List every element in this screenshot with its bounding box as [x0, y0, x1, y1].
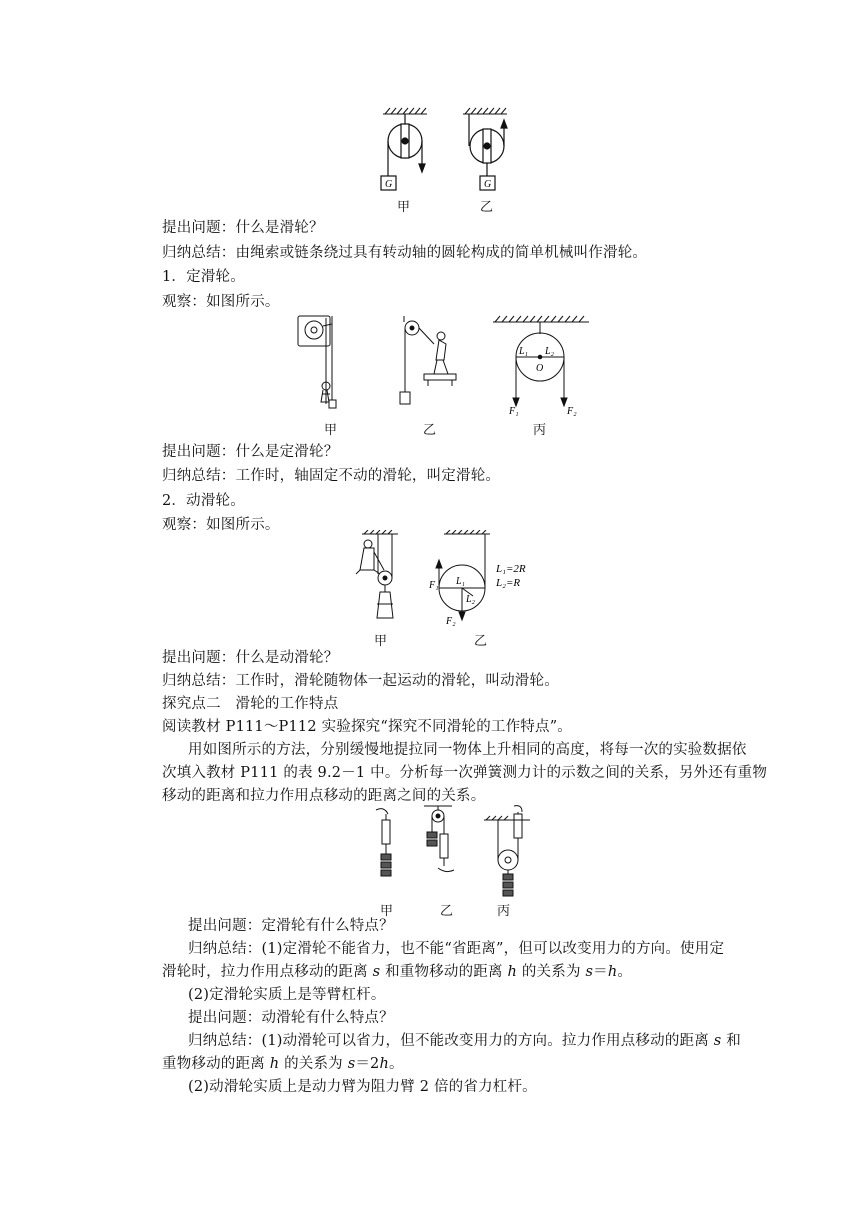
question-pulley: 提出问题：什么是滑轮？ — [162, 220, 324, 236]
summary-fixed-1: 归纳总结：(1)定滑轮不能省力，也不能“省距离”，但可以改变用力的方向。使用定 — [188, 941, 725, 957]
fixed-pulley-man-illustration — [400, 316, 456, 404]
label-o: O — [536, 363, 544, 374]
summary-movable-1: 归纳总结：(1)动滑轮可以省力，但不能改变用力的方向。拉力作用点移动的距离 s 和 — [188, 1033, 741, 1049]
spring-scale-figure — [366, 804, 536, 898]
method-paragraph-2: 次填入教材 P111 的表 9.2－1 中。分析每一次弹簧测力计的示数之间的关系，另外还有重物 — [162, 765, 768, 781]
observe-movable: 观察：如图所示。 — [162, 517, 280, 533]
fig3-caption-b: 乙 — [474, 634, 488, 649]
fixed-pulley-figure — [296, 314, 596, 418]
fig2-caption-a: 甲 — [324, 423, 338, 438]
mp-label-l1: L₁ — [456, 576, 466, 587]
fig4-caption-a: 甲 — [380, 904, 394, 919]
label-l2: L₂ — [545, 346, 555, 357]
mp-label-l2: L₂ — [466, 594, 476, 605]
spring-scale-fixed-pulley-illustration — [424, 806, 454, 872]
movable-pulley-man-illustration — [356, 530, 398, 618]
label-l1: L₁ — [519, 346, 529, 357]
summary-movable-3: (2)动滑轮实质上是动力臂为阻力臂 2 倍的省力杠杆。 — [188, 1079, 537, 1095]
summary-movable-2: 重物移动的距离 h 的关系为 s＝2h。 — [162, 1056, 404, 1072]
fig1-caption-b: 乙 — [480, 200, 494, 215]
weight-label-a: G — [385, 179, 393, 190]
question-fixed-features: 提出问题：定滑轮有什么特点？ — [188, 918, 394, 934]
movable-pulley-lever-diagram — [436, 530, 490, 620]
fig2-caption-c: 丙 — [533, 423, 547, 438]
spring-scale-movable-pulley-illustration — [484, 806, 530, 896]
fixed-pulley-lever-diagram — [493, 316, 589, 406]
summary-fixed-pulley: 归纳总结：工作时，轴固定不动的滑轮，叫定滑轮。 — [162, 468, 501, 484]
method-paragraph-3: 移动的距离和拉力作用点移动的距离之间的关系。 — [162, 788, 486, 804]
mp-eq-l1: L₁=2R — [496, 563, 526, 575]
mp-label-f1: F₁ — [429, 580, 439, 591]
spring-scale-direct-illustration — [376, 809, 391, 876]
reading-instruction: 阅读教材 P111～P112 实验探究“探究不同滑轮的工作特点”。 — [162, 719, 573, 735]
heading-fixed-pulley: 1．定滑轮。 — [162, 269, 245, 285]
observe-fixed: 观察：如图所示。 — [162, 294, 280, 310]
label-f1: F₁ — [509, 406, 519, 417]
ceiling-hatch-a — [383, 108, 427, 114]
question-fixed-pulley: 提出问题：什么是定滑轮？ — [162, 444, 339, 460]
fig2-caption-b: 乙 — [423, 423, 437, 438]
movable-pulley-figure — [340, 530, 540, 636]
heading-inquiry-two: 探究点二 滑轮的工作特点 — [162, 696, 339, 712]
fixed-pulley-child-illustration — [298, 316, 336, 408]
fig4-caption-b: 乙 — [440, 904, 454, 919]
label-f2: F₂ — [567, 406, 577, 417]
summary-pulley: 归纳总结：由绳索或链条绕过具有转动轴的圆轮构成的简单机械叫作滑轮。 — [162, 245, 648, 261]
heading-movable-pulley: 2．动滑轮。 — [162, 493, 245, 509]
question-movable-features: 提出问题：动滑轮有什么特点？ — [188, 1010, 394, 1026]
mp-label-f2: F₂ — [446, 616, 456, 627]
question-movable-pulley: 提出问题：什么是动滑轮？ — [162, 650, 339, 666]
summary-fixed-2: 滑轮时，拉力作用点移动的距离 s 和重物移动的距离 h 的关系为 s＝h。 — [162, 964, 633, 980]
fig1-caption-a: 甲 — [397, 200, 411, 215]
method-paragraph-1: 用如图所示的方法，分别缓慢地提拉同一物体上升相同的高度，将每一次的实验数据依 — [188, 742, 747, 758]
fig4-caption-c: 丙 — [497, 904, 511, 919]
weight-label-b: G — [484, 179, 492, 190]
mp-eq-l2: L₂=R — [496, 577, 521, 589]
pulley-figure-1 — [370, 104, 520, 210]
ceiling-hatch-b — [463, 108, 507, 114]
summary-movable-pulley: 归纳总结：工作时，滑轮随物体一起运动的滑轮，叫动滑轮。 — [162, 673, 559, 689]
fig3-caption-a: 甲 — [374, 634, 388, 649]
summary-fixed-3: (2)定滑轮实质上是等臂杠杆。 — [188, 987, 386, 1003]
